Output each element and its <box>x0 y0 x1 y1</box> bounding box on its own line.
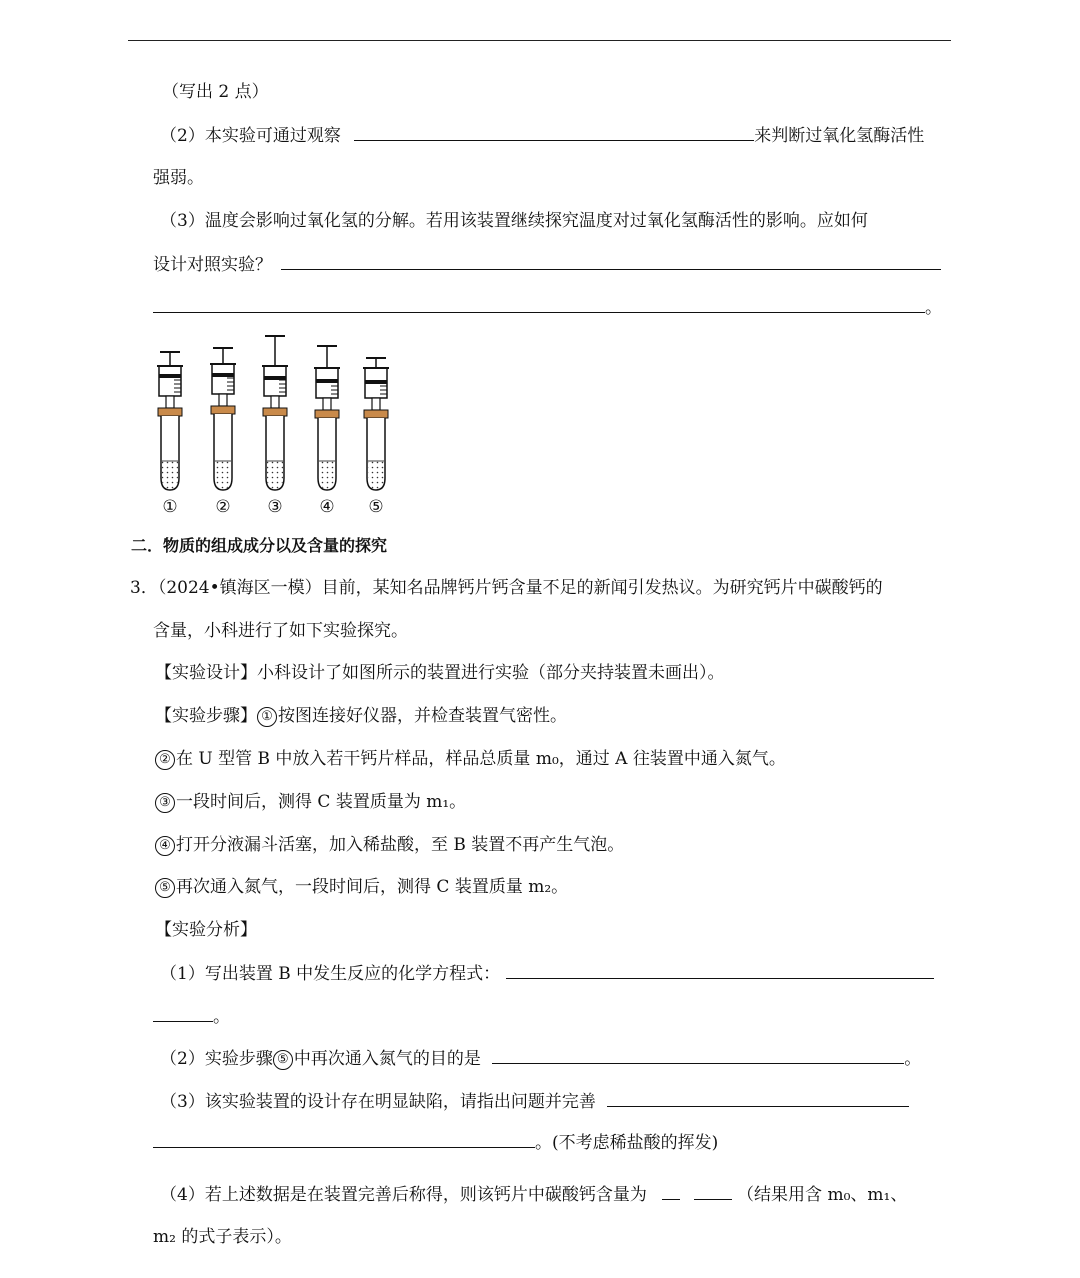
rubber-stopper <box>364 410 388 418</box>
analysis-4-answer-blank-a[interactable] <box>662 1183 680 1200</box>
syringe-piston <box>264 376 286 380</box>
syringe-test-tube-figure <box>140 330 400 520</box>
analysis-2 <box>160 1047 921 1070</box>
figure-label-2: ② <box>215 497 231 517</box>
step-5-text: 再次通入氮气，一段时间后，测得 C 装置质量 m₂。 <box>176 877 569 897</box>
analysis-1 <box>160 962 934 985</box>
tube-liquid <box>319 461 335 489</box>
syringe-nozzle <box>323 398 331 410</box>
analysis-1-answer-blank[interactable] <box>506 962 934 979</box>
q3-line1: （3）温度会影响过氧化氢的分解。若用该装置继续探究温度对过氧化氢酶活性的影响。应如何 <box>160 211 868 231</box>
tube-liquid <box>215 461 231 489</box>
step-marker-3: ③ <box>155 793 175 813</box>
analysis-3-end: 。(不考虑稀盐酸的挥发) <box>535 1133 719 1153</box>
analysis-3-answer-blank[interactable] <box>607 1090 909 1107</box>
q3-line2 <box>153 253 941 276</box>
q3-intro-line1: 3．（2024•镇海区一模）目前，某知名品牌钙片钙含量不足的新闻引发热议。为研究钙片中碳酸钙的 <box>130 578 883 598</box>
figure-label-4: ④ <box>319 497 335 517</box>
q2-continuation: 强弱。 <box>153 168 204 188</box>
experiment-design: 【实验设计】小科设计了如图所示的装置进行实验（部分夹持装置未画出）。 <box>155 663 725 683</box>
analysis-1-answer-blank-2[interactable] <box>153 1005 213 1022</box>
analysis-2-step-marker: ⑤ <box>273 1050 293 1070</box>
q3-prefix: 设计对照实验？ <box>153 255 272 275</box>
tube-liquid <box>368 461 384 489</box>
figure-label-3: ③ <box>267 497 283 517</box>
step-3-text: 一段时间后，测得 C 装置质量为 m₁。 <box>176 792 467 812</box>
analysis-2-answer-blank[interactable] <box>492 1047 904 1064</box>
rubber-stopper <box>211 406 235 414</box>
experiment-step-2 <box>155 748 786 770</box>
figure-label-1: ① <box>162 497 178 517</box>
step-4-text: 打开分液漏斗活塞，加入稀盐酸，至 B 装置不再产生气泡。 <box>176 835 625 855</box>
analysis-1-cont <box>153 1005 230 1028</box>
q3-end: 。 <box>925 298 942 318</box>
analysis-2-mid: 中再次通入氮气的目的是 <box>293 1049 481 1069</box>
analysis-3-answer-blank-2[interactable] <box>153 1131 535 1148</box>
step-1-text: 按图连接好仪器，并检查装置气密性。 <box>278 706 567 726</box>
experiment-step-3 <box>155 791 466 813</box>
q2-suffix: 来判断过氧化氢酶活性 <box>754 126 925 146</box>
analysis-1-prefix: （1）写出装置 B 中发生反应的化学方程式： <box>160 964 501 984</box>
q2-answer-blank[interactable] <box>354 124 754 141</box>
syringe-piston <box>212 373 234 377</box>
step-marker-4: ④ <box>155 836 175 856</box>
q3-line3 <box>153 296 942 319</box>
step-marker-2: ② <box>155 750 175 770</box>
analysis-4-answer-blank-b[interactable] <box>694 1183 732 1200</box>
step-marker-1: ① <box>257 707 277 727</box>
experiment-step-4 <box>155 834 624 856</box>
syringe-nozzle <box>219 394 227 406</box>
analysis-4-suffix: （结果用含 m₀、m₁、 <box>737 1185 908 1205</box>
analysis-2-end: 。 <box>904 1049 922 1069</box>
section-title: 二．物质的组成成分以及含量的探究 <box>131 536 388 555</box>
tube-liquid <box>267 461 283 489</box>
syringe-nozzle <box>372 398 380 410</box>
analysis-4 <box>160 1183 907 1206</box>
analysis-label: 【实验分析】 <box>155 920 257 940</box>
tube-liquid <box>162 461 178 489</box>
analysis-4-cont: m₂ 的式子表示）。 <box>153 1227 292 1247</box>
analysis-3-cont <box>153 1131 718 1154</box>
syringe-nozzle <box>166 396 174 408</box>
q3-answer-blank[interactable] <box>281 253 941 270</box>
syringe-nozzle <box>271 396 279 408</box>
rubber-stopper <box>315 410 339 418</box>
q3-intro-line2: 含量，小科进行了如下实验探究。 <box>153 621 408 641</box>
analysis-1-end: 。 <box>213 1007 230 1027</box>
step-marker-5: ⑤ <box>155 878 175 898</box>
page-top-rule <box>128 40 951 41</box>
analysis-2-prefix: （2）实验步骤 <box>160 1049 273 1069</box>
q2-line <box>160 124 924 147</box>
steps-label: 【实验步骤】 <box>155 706 257 726</box>
experiment-step-5 <box>155 876 568 898</box>
q3-answer-blank-2[interactable] <box>153 296 925 313</box>
analysis-3-prefix: （3）该实验装置的设计存在明显缺陷，请指出问题并完善 <box>160 1092 596 1112</box>
rubber-stopper <box>263 408 287 416</box>
note-write-two-points: （写出 2 点） <box>162 82 269 102</box>
syringe-piston <box>159 374 181 378</box>
step-2-text: 在 U 型管 B 中放入若干钙片样品，样品总质量 m₀，通过 A 往装置中通入氮气。 <box>176 749 786 769</box>
experiment-step-1 <box>155 705 567 727</box>
figure-label-5: ⑤ <box>368 497 384 517</box>
q2-prefix: （2）本实验可通过观察 <box>160 126 341 146</box>
analysis-3 <box>160 1090 909 1113</box>
rubber-stopper <box>158 408 182 416</box>
analysis-4-prefix: （4）若上述数据是在装置完善后称得，则该钙片中碳酸钙含量为 <box>160 1185 647 1205</box>
